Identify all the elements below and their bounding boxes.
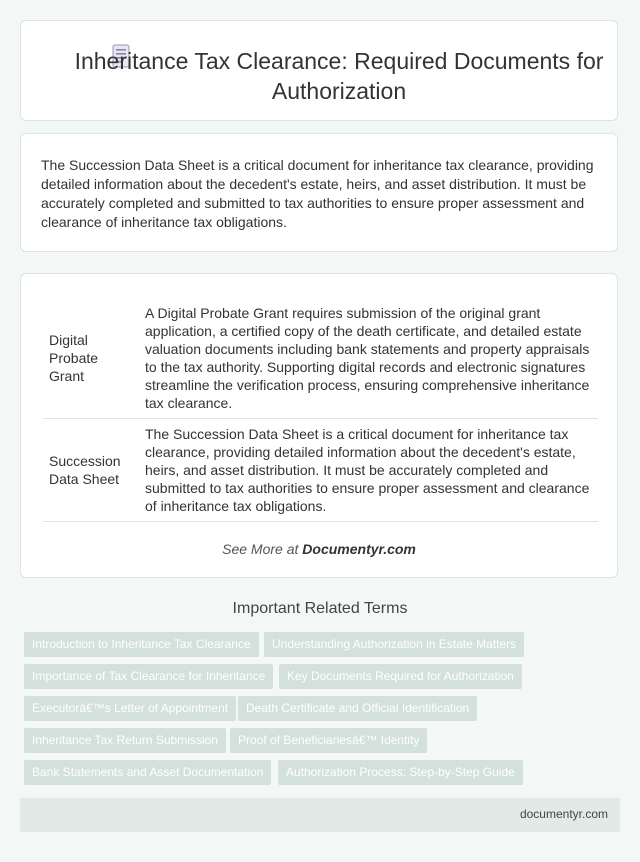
related-tag[interactable]: Key Documents Required for Authorization xyxy=(279,664,522,689)
related-tag[interactable]: Proof of Beneficiariesâ€™ Identity xyxy=(230,728,427,753)
related-tag[interactable]: Bank Statements and Asset Documentation xyxy=(24,760,271,785)
related-tag[interactable]: Introduction to Inheritance Tax Clearance xyxy=(24,632,259,657)
related-tag[interactable]: Death Certificate and Official Identification xyxy=(238,696,477,721)
footer-site[interactable]: documentyr.com xyxy=(519,807,608,821)
see-more-prefix: See More at xyxy=(222,541,299,557)
related-tag[interactable]: Inheritance Tax Return Submission xyxy=(24,728,226,753)
term-cell: Digital Probate Grant xyxy=(43,298,140,419)
intro-card xyxy=(20,133,618,252)
table-row xyxy=(43,419,598,522)
see-more-site[interactable]: Documentyr.com xyxy=(302,541,416,557)
intro-text: The Succession Data Sheet is a critical document for inheritance tax clearance, providing detailed information about the decedent's estate, heirs, and asset distribution. It must be accurately completed and submitted to tax authorities to ensure proper assessment and clearance of inheritance tax obligations. xyxy=(41,157,594,230)
description-cell: A Digital Probate Grant requires submission of the original grant application, a certified copy of the death certificate, and detailed estate valuation documents including bank statements and property appraisals to the tax authority. Supporting digital records and electronic signatures streamline the verification process, ensuring comprehensive inheritance tax clearance. xyxy=(140,298,598,419)
related-tag[interactable]: Understanding Authorization in Estate Matters xyxy=(264,632,524,657)
table-row xyxy=(43,298,598,419)
see-more-link[interactable] xyxy=(21,541,617,557)
related-tag[interactable]: Executorâ€™s Letter of Appointment xyxy=(24,696,236,721)
related-terms-heading: Important Related Terms xyxy=(232,600,408,617)
related-tag[interactable]: Authorization Process: Step-by-Step Guide xyxy=(278,760,523,785)
term-cell: Succession Data Sheet xyxy=(43,419,140,522)
definitions-table xyxy=(43,298,598,522)
page-title: Inheritance Tax Clearance: Required Documents for Authorization xyxy=(74,48,604,104)
title-card xyxy=(20,20,618,121)
description-cell: The Succession Data Sheet is a critical document for inheritance tax clearance, providing detailed information about the decedent's estate, heirs, and asset distribution. It must be accurately completed and submitted to tax authorities to ensure proper assessment and clearance of inheritance tax obligations. xyxy=(140,419,598,522)
footer xyxy=(20,798,620,832)
related-tag[interactable]: Importance of Tax Clearance for Inheritance xyxy=(24,664,273,689)
definitions-card xyxy=(20,273,618,578)
